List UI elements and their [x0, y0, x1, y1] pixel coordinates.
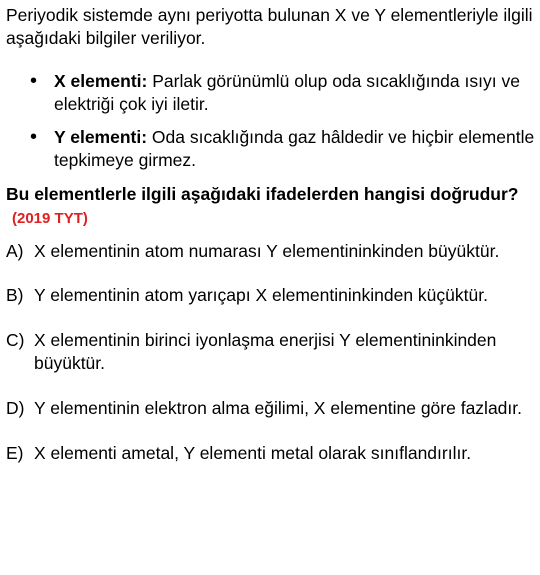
option-text: X elementinin birinci iyonlaşma enerjisi Y elementininkinden büyüktür. — [34, 330, 497, 373]
option-text: Y elementinin atom yarıçapı X elementininkinden küçüktür. — [34, 285, 488, 305]
info-list — [6, 70, 536, 172]
option-b[interactable] — [6, 284, 536, 307]
option-letter: A) — [6, 241, 24, 261]
info-label-x: X elementi: — [54, 71, 148, 91]
option-a[interactable] — [6, 240, 536, 263]
option-c[interactable] — [6, 329, 536, 375]
option-text: X elementi ametal, Y elementi metal olarak sınıflandırılır. — [34, 443, 472, 463]
option-letter: E) — [6, 443, 24, 463]
source-tag: (2019 TYT) — [12, 210, 88, 227]
question-page — [6, 4, 536, 465]
bullet-icon: • — [30, 126, 38, 148]
info-label-y: Y elementi: — [54, 127, 148, 147]
question-text: Bu elementlerle ilgili aşağıdaki ifadelerden hangisi doğrudur? — [6, 184, 519, 204]
option-text: X elementinin atom numarası Y elementininkinden büyüktür. — [34, 241, 500, 261]
option-text: Y elementinin elektron alma eğilimi, X elementine göre fazladır. — [34, 398, 522, 418]
option-e[interactable] — [6, 442, 536, 465]
question-stem — [6, 183, 536, 230]
option-d[interactable] — [6, 397, 536, 420]
info-text-y: Oda sıcaklığında gaz hâldedir ve hiçbir elementle tepkimeye girmez. — [54, 127, 535, 170]
option-letter: C) — [6, 330, 25, 350]
option-letter: B) — [6, 285, 24, 305]
info-text-x: Parlak görünümlü olup oda sıcaklığında ısıyı ve elektriği çok iyi iletir. — [54, 71, 520, 114]
info-item-x — [6, 70, 536, 116]
option-letter: D) — [6, 398, 25, 418]
intro-text: Periyodik sistemde aynı periyotta bulunan X ve Y elementleriyle ilgili aşağıdaki bilgiler veriliyor. — [6, 5, 533, 48]
info-item-y — [6, 126, 536, 172]
bullet-icon: • — [30, 70, 38, 92]
